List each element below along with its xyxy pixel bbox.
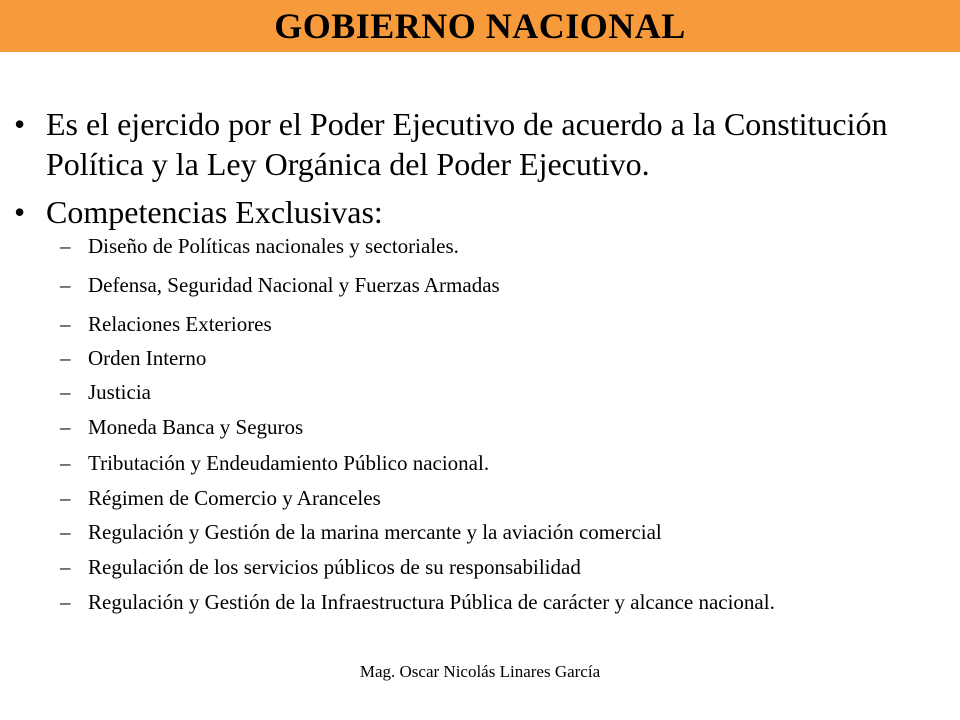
sub-item-text: Moneda Banca y Seguros <box>88 415 304 439</box>
sub-item <box>60 486 868 510</box>
sub-item-text: Tributación y Endeudamiento Público nacional. <box>88 451 490 475</box>
dash-icon: – <box>60 380 71 404</box>
footer-author: Mag. Oscar Nicolás Linares García <box>359 662 601 681</box>
sub-item <box>60 312 868 336</box>
sub-item <box>60 346 868 370</box>
dash-icon: – <box>60 590 71 614</box>
bullet-item-competencias <box>14 192 906 232</box>
dash-icon: – <box>60 415 71 439</box>
sub-item <box>60 555 868 579</box>
bullet-text: Es el ejercido por el Poder Ejecutivo de acuerdo a la Constitución Política y la Ley Orgánica del Poder Ejecutivo. <box>46 106 888 182</box>
dash-icon: – <box>60 273 71 297</box>
dash-icon: – <box>60 486 71 510</box>
bullet-text: Competencias Exclusivas: <box>46 194 383 230</box>
sub-item <box>60 234 868 258</box>
dash-icon: – <box>60 234 71 258</box>
bullet-icon: • <box>14 106 26 142</box>
dash-icon: – <box>60 520 71 544</box>
sub-item-text: Régimen de Comercio y Aranceles <box>88 486 381 510</box>
sub-item-text: Regulación de los servicios públicos de su responsabilidad <box>88 555 581 579</box>
sub-item-text: Justicia <box>88 380 151 404</box>
sub-item-text: Orden Interno <box>88 346 207 370</box>
sub-item-text: Relaciones Exteriores <box>88 312 272 336</box>
sub-item <box>60 415 868 439</box>
bullet-item-definition <box>14 104 906 184</box>
dash-icon: – <box>60 555 71 579</box>
sub-item-text: Defensa, Seguridad Nacional y Fuerzas Armadas <box>88 273 500 297</box>
dash-icon: – <box>60 346 71 370</box>
bullet-icon: • <box>14 194 26 230</box>
sub-item <box>60 520 868 544</box>
dash-icon: – <box>60 312 71 336</box>
sub-item <box>60 380 868 404</box>
sub-item-text: Regulación y Gestión de la marina mercante y la aviación comercial <box>88 520 662 544</box>
sub-item <box>60 273 868 297</box>
sub-item-text: Regulación y Gestión de la Infraestructura Pública de carácter y alcance nacional. <box>88 590 775 614</box>
sub-item <box>60 590 868 614</box>
sub-item <box>60 451 868 475</box>
slide-title: GOBIERNO NACIONAL <box>274 6 686 46</box>
dash-icon: – <box>60 451 71 475</box>
sub-item-text: Diseño de Políticas nacionales y sectoriales. <box>88 234 459 258</box>
